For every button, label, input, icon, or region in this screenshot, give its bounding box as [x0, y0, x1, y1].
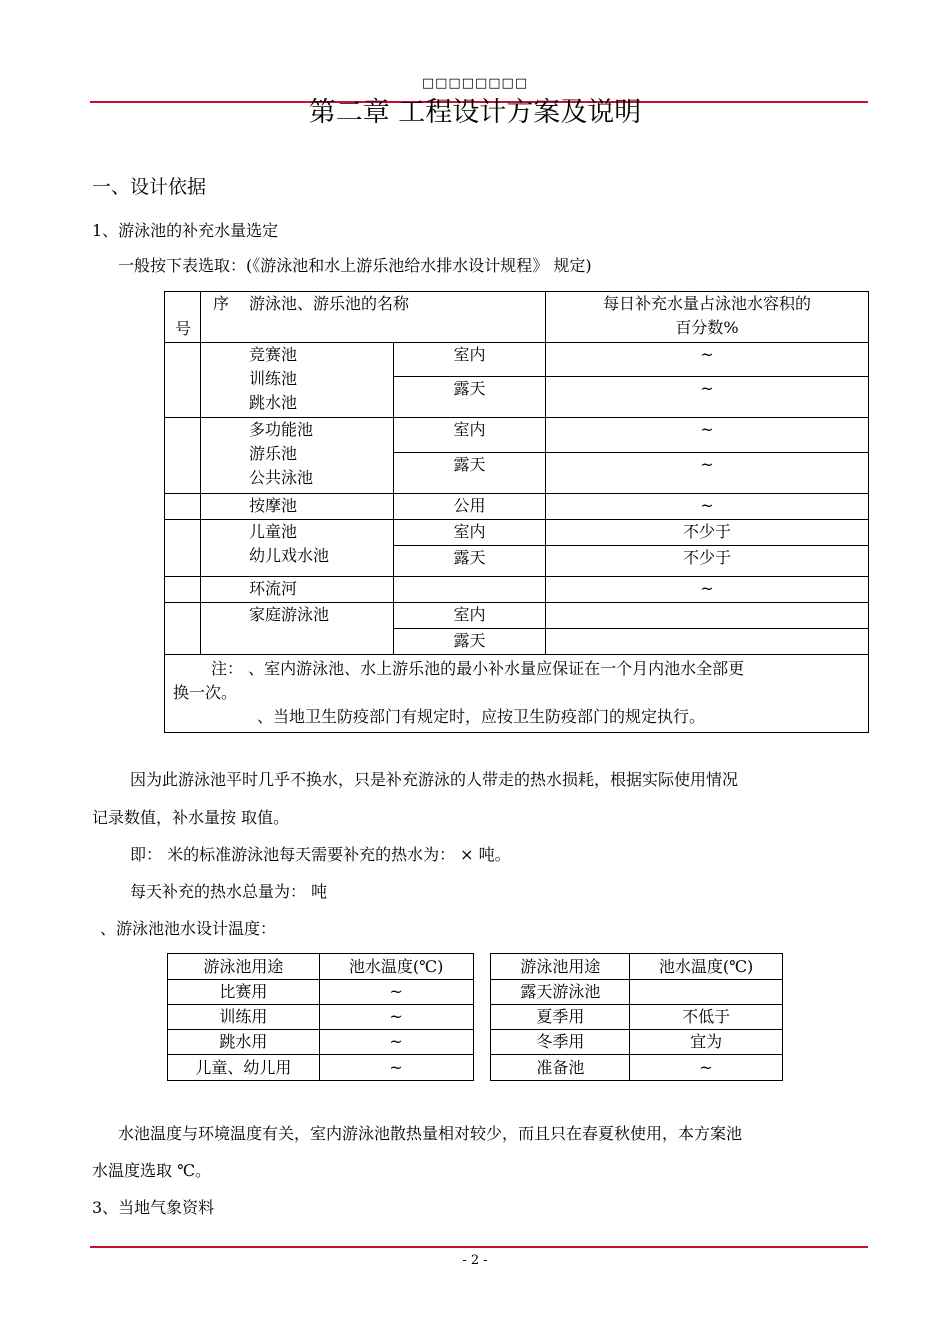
footer-rule: [90, 1246, 868, 1248]
para-reason-2: 记录数值，补水量按 取值。: [92, 808, 290, 827]
para-daily: 即： 米的标准游泳池每天需要补充的热水为： × 吨。: [130, 845, 511, 864]
group-home-pool: 家庭游泳池: [201, 603, 394, 655]
para-temp-2: 水温度选取 ℃。: [92, 1161, 211, 1180]
header-percent: 每日补充水量占泳池水容积的 百分数%: [546, 292, 869, 343]
intro-text: 一般按下表选取：(《游泳池和水上游乐池给水排水设计规程》 规定): [118, 256, 592, 275]
para-temp-1: 水池温度与环境温度有关，室内游泳池散热量相对较少，而且只在春夏秋使用，本方案池: [118, 1124, 743, 1143]
item3-heading: 3、当地气象资料: [92, 1198, 215, 1217]
item2-heading: 、游泳池池水设计温度：: [100, 919, 277, 938]
section-heading: 一、设计依据: [92, 176, 207, 198]
group-massage: 按摩池: [201, 494, 394, 520]
group-children: 儿童池 幼儿戏水池: [201, 520, 394, 577]
makeup-water-table: 序 号 游泳池、游乐池的名称 每日补充水量占泳池水容积的 百分数% 竞赛池 训练池 跳水池 室内 ~ 露天 ~ 多功能池 游乐池 公共泳池 室内 ~ 露天 ~ 按摩池 公用 ~ 儿童池 幼儿戏水池 室内 不少于 露天 不少于 环流河 ~ 家庭游泳池 室内 露天 注： 、室内游泳池、水上游乐池的最小补水量应保证在一个月内池水全部更 换一次。 、当地卫生防疫部门有规定时，应按卫生防疫部门的规定执行。: [164, 291, 869, 733]
page-number: - 2 -: [462, 1253, 488, 1268]
group-competition: 竞赛池 训练池 跳水池: [201, 343, 394, 418]
para-total: 每天补充的热水总量为： 吨: [130, 882, 328, 901]
water-temperature-table: 游泳池用途 池水温度(℃) 游泳池用途 池水温度(℃) 比赛用 ~ 露天游泳池 训练用 ~ 夏季用 不低于 跳水用 ~ 冬季用 宜为 儿童、幼儿用 ~ 准备池 ~: [167, 953, 783, 1081]
header-name: 游泳池、游乐池的名称: [201, 292, 546, 343]
header-mark: □□□□□□□□: [421, 76, 529, 91]
page-title: 第二章 工程设计方案及说明: [308, 97, 642, 128]
header-serial: 序 号: [165, 292, 201, 343]
group-multifunction: 多功能池 游乐池 公共泳池: [201, 418, 394, 494]
group-lazy-river: 环流河: [201, 577, 394, 603]
para-reason-1: 因为此游泳池平时几乎不换水，只是补充游泳的人带走的热水损耗，根据实际使用情况: [130, 770, 739, 789]
table-note: 注： 、室内游泳池、水上游乐池的最小补水量应保证在一个月内池水全部更 换一次。 、当地卫生防疫部门有规定时，应按卫生防疫部门的规定执行。: [165, 655, 869, 733]
item1-heading: 1、游泳池的补充水量选定: [92, 221, 279, 240]
